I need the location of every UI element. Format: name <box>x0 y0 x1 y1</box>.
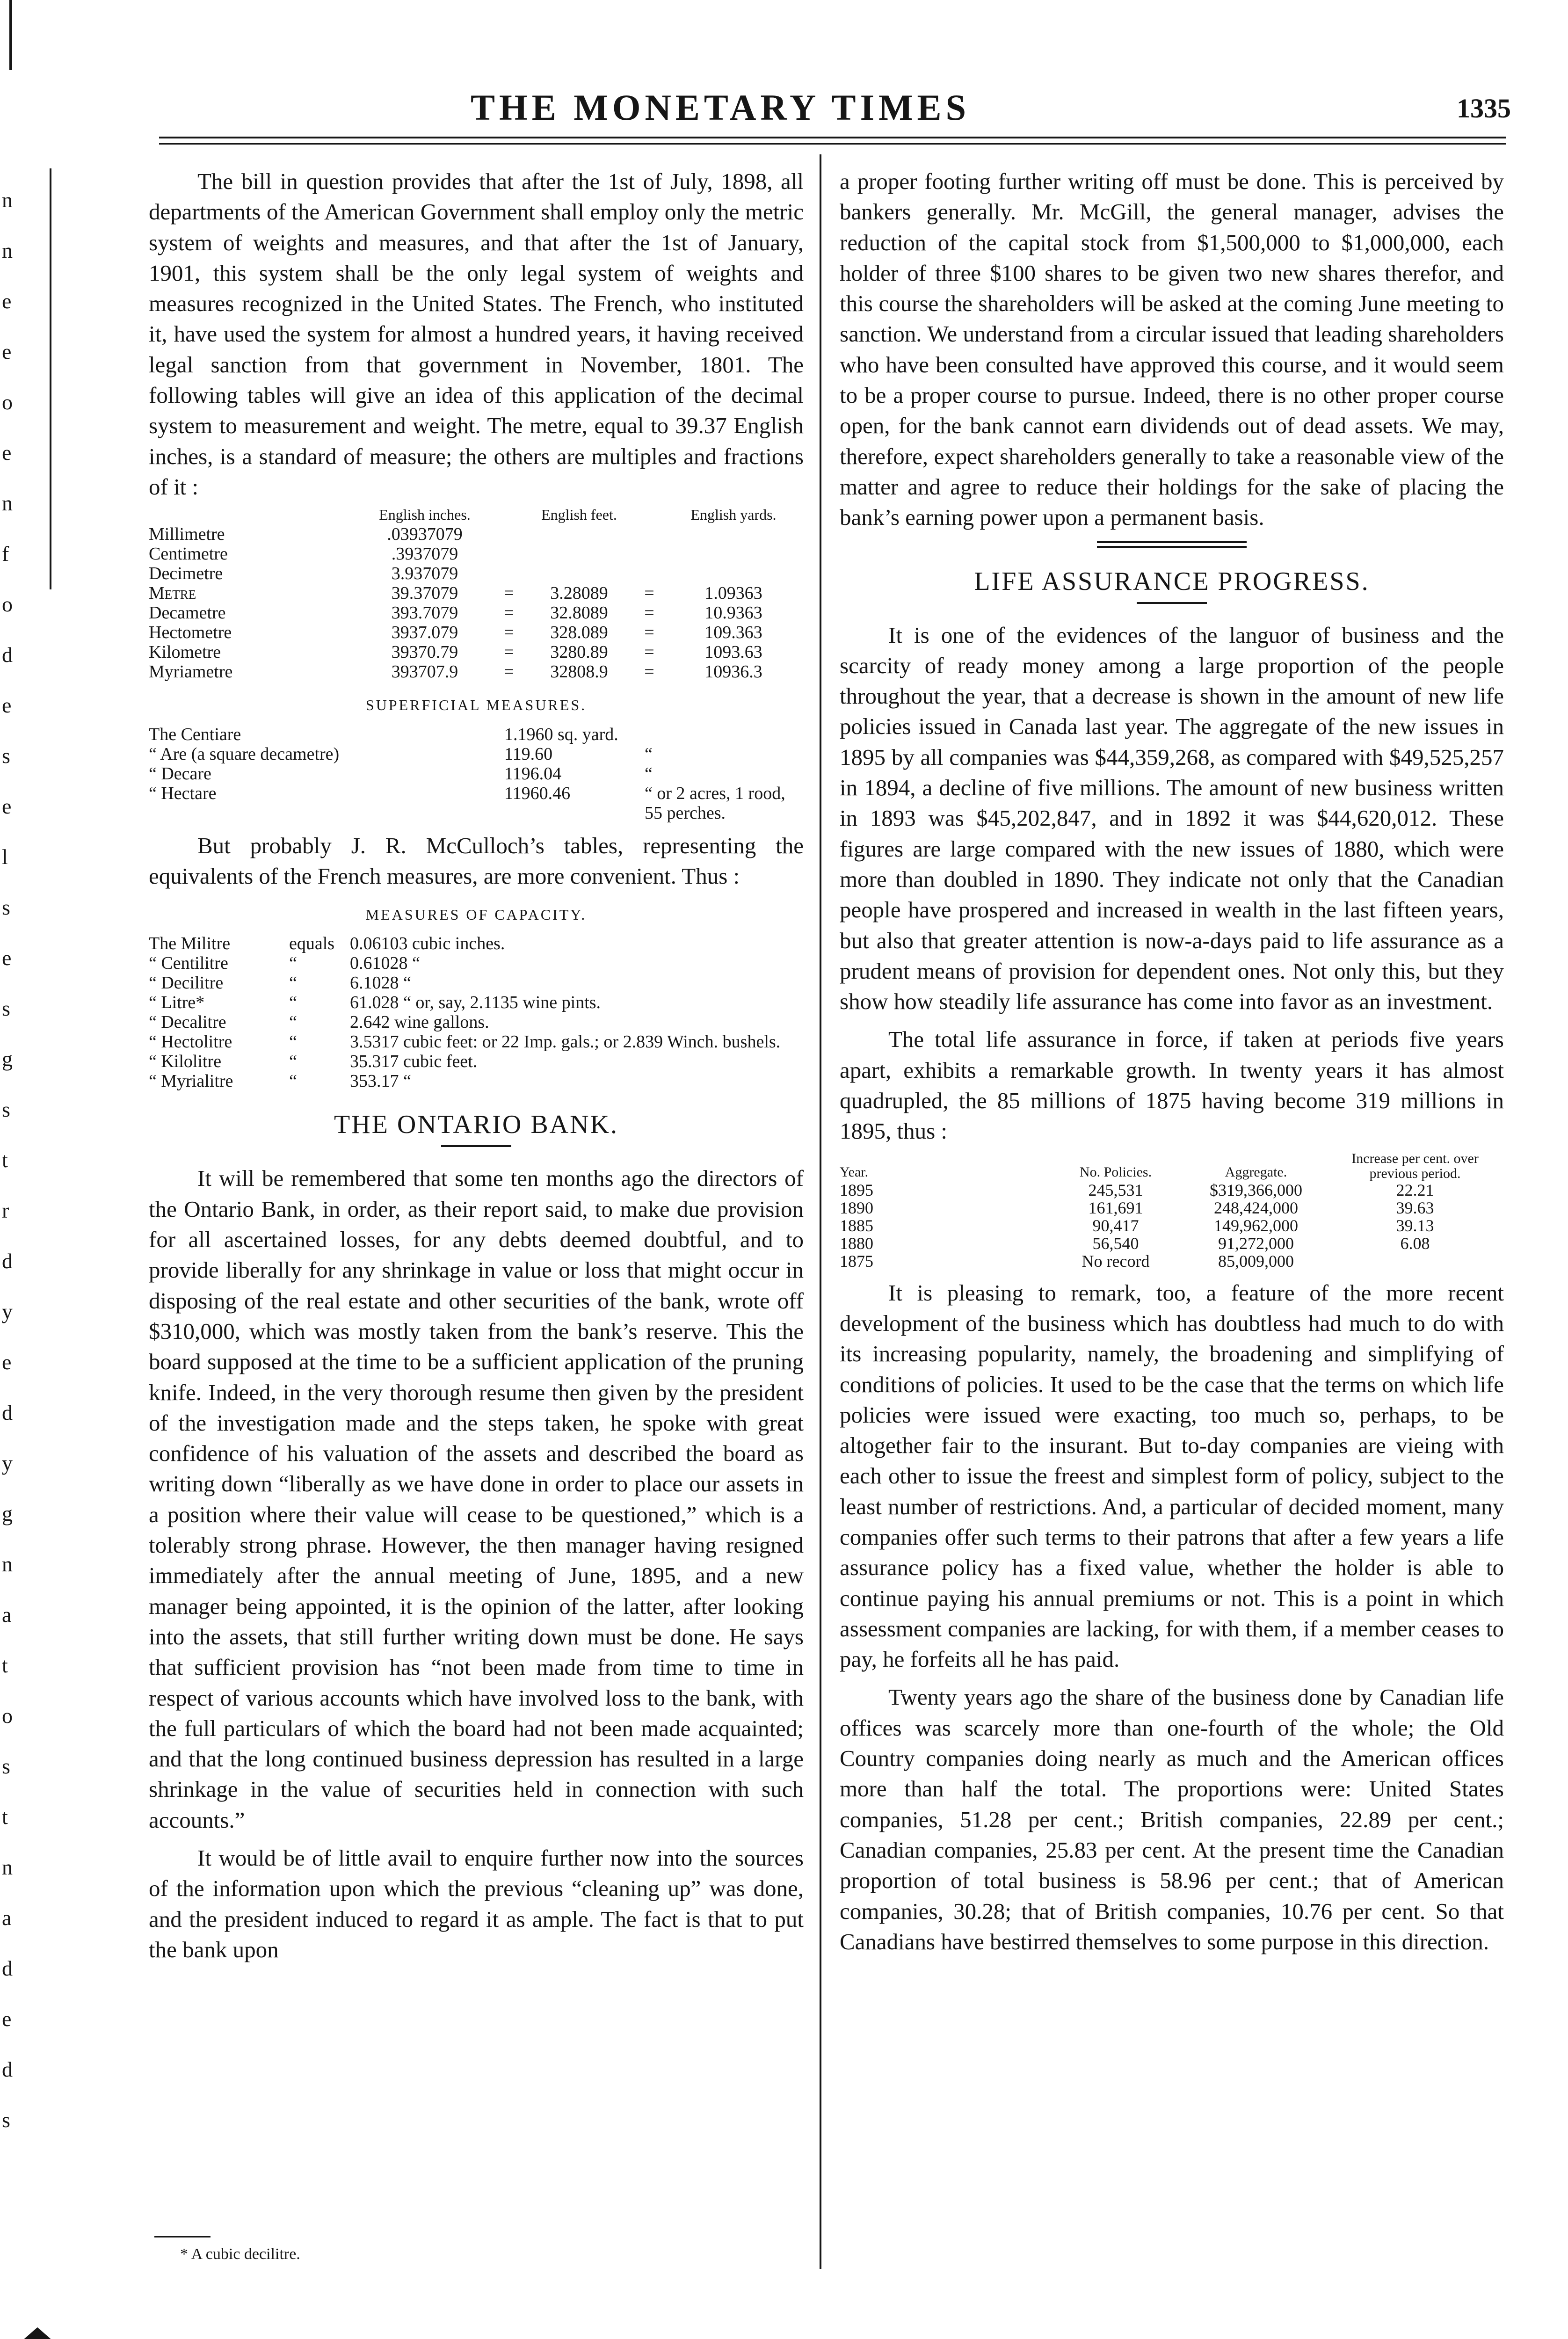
increase-cell: 39.13 <box>1396 1216 1434 1235</box>
ontario-continuation: a proper footing further writing off must be done. This is perceived by bankers generally. Mr. McGill, the general manager, advises the reduction of the capital stock from $1,500,000 to $1,000,000, each holder of three $100 shares to be given two new shares therefor, and this course the shareholders will be asked at the coming June meeting to sanction. We understand from a circular issued that leading shareholders who have been consulted have approved this course, and it would seem to be a proper course to pursue. Indeed, there is no other proper course open, for the bank cannot earn dividends out of dead assets. We may, therefore, expect shareholders generally to take a reasonable view of the matter and agree to reduce their holdings for the sake of placing the bank’s earning power upon a permanent basis. <box>840 168 1504 530</box>
table-row <box>149 973 804 993</box>
capacity-name: “ Hectolitre <box>149 1032 232 1052</box>
capacity-name: “ Litre* <box>149 993 205 1013</box>
margin-letter: g <box>2 1502 13 1525</box>
capacity-equals: “ <box>289 1052 297 1072</box>
life-paragraph-2: The total life assurance in force, if taken at periods five years apart, exhibits a remarkable growth. In twenty years it has almost quadrupled, the 85 millions of 1875 having become 319 millions in 1895, thus : <box>840 1026 1504 1144</box>
superficial-table <box>149 725 804 823</box>
margin-letter: n <box>2 239 13 262</box>
table-row <box>149 524 804 544</box>
feet-value: 3280.89 <box>550 642 608 662</box>
measure-name: “ Hectare <box>149 783 217 803</box>
margin-letter: y <box>2 1451 13 1475</box>
capacity-value: 61.028 “ or, say, 2.1135 wine pints. <box>350 993 601 1013</box>
margin-letter: d <box>2 1249 13 1273</box>
ontario-paragraph-1: It will be remembered that some ten months ago the directors of the Ontario Bank, in order, as their report said, to make due provision for all ascertained losses, for any debts deemed doubtful, and to provide liberally for any shrinkage in value or loss that might occur in disposing of the real estate and other securities of the bank, wrote off $310,000, which was mostly taken from the bank’s reserve. This the board supposed at the time to be a sufficient application of the pruning knife. Indeed, in the very thorough resume then given by the president of the investigation made and the steps taken, he spoke with great confidence of his valuation of the assets and described the board as writing down “liberally as we have done in order to place our assets in a position where their value will cease to be questioned,” which is a tolerably strong phrase. However, the then manager having resigned immediately after the annual meeting of June, 1895, and a new manager being appointed, it is the opinion of the latter, after looking into the assets, that still further writing down must be done. He says that sufficient provision has “not been made from time to time in respect of various accounts which have involved loss to the bank, with the full particulars of which the board had not been made acquainted; and that the long continued business depression has resulted in a large shrinkage in the value of securities held in connection with such accounts.” <box>149 1165 804 1833</box>
margin-letter: o <box>2 1704 13 1728</box>
unit-name: Centimetre <box>149 544 228 564</box>
table-row <box>840 1199 1504 1217</box>
capacity-equals: “ <box>289 953 297 973</box>
feet-value: 3.28089 <box>550 583 608 603</box>
equals-sign: = <box>644 583 654 603</box>
increase-cell: 39.63 <box>1396 1198 1434 1217</box>
inches-value: .3937079 <box>391 544 458 564</box>
capacity-name: “ Decalitre <box>149 1012 226 1032</box>
capacity-value: 0.06103 cubic inches. <box>350 934 505 954</box>
footnote-rule <box>154 2236 211 2237</box>
margin-letter: l <box>2 845 8 869</box>
margin-letter: n <box>2 1855 13 1879</box>
margin-letter: a <box>2 1906 12 1930</box>
unit-name: Myriametre <box>149 662 233 682</box>
measure-note: “ or 2 acres, 1 rood, 55 perches. <box>645 783 785 823</box>
inches-value: 39.37079 <box>391 583 458 603</box>
margin-letter: o <box>2 390 13 414</box>
table-row <box>149 662 804 682</box>
margin-letter: e <box>2 794 12 818</box>
margin-letter: s <box>2 1754 10 1778</box>
length-table <box>149 505 804 682</box>
margin-letter: e <box>2 946 12 970</box>
heading-rule <box>441 1145 511 1147</box>
table-row <box>149 1032 804 1052</box>
binding-line <box>50 168 51 589</box>
measure-name: The Centiare <box>149 724 241 744</box>
margin-letter: d <box>2 2057 13 2081</box>
life-paragraph-4: Twenty years ago the share of the business done by Canadian life offices was scarcely more than one-fourth of the whole; the Old Country companies doing nearly as much and the American offices more than half the total. The proportions were: United States companies, 51.28 per cent.; British companies, 22.89 per cent.; Canadian companies, 25.83 per cent. At the present time the Canadian proportion of total business is 58.96 per cent.; that of American companies, 30.28; that of British companies, 10.76 per cent. So that Canadians have bestirred themselves to some purpose in this direction. <box>840 1684 1504 1954</box>
yards-value: 1.09363 <box>704 583 762 603</box>
measure-name: “ Decare <box>149 763 211 784</box>
life-assurance-table <box>840 1151 1504 1270</box>
capacity-value: 2.642 wine gallons. <box>350 1012 489 1032</box>
measure-value: 11960.46 <box>504 783 571 803</box>
capacity-equals: “ <box>289 993 297 1013</box>
page-number: 1335 <box>1457 93 1511 123</box>
equals-sign: = <box>644 623 654 643</box>
section-double-rule <box>1097 541 1247 548</box>
equals-sign: = <box>504 623 514 643</box>
ontario-bank-heading: THE ONTARIO BANK. <box>334 1110 619 1140</box>
increase-cell: 6.08 <box>1400 1234 1430 1253</box>
margin-letter: f <box>2 542 9 566</box>
year-cell: 1885 <box>840 1216 873 1235</box>
life-paragraph-3: It is pleasing to remark, too, a feature of the more recent development of the business which has doubtless had much to do with its increasing popularity, namely, the broadening and simplifying of conditions of policies. It used to be the case that the terms on which life policies were issued were exacting, too much so, perhaps, to be altogether fair to the insurant. But to-day companies are vieing with each other to issue the freest and simplest form of policy, subject to the least number of restrictions. And, a particular of decided moment, many companies offer such terms to their patrons that after a few years a life assurance policy has a fixed value, whether the holder is able to continue paying his annual premiums or not. This is a point in which assessment companies are lacking, for with them, if a member ceases to pay, he forfeits all he has paid. <box>840 1279 1504 1672</box>
table-row <box>149 642 804 662</box>
equals-sign <box>495 564 523 583</box>
capacity-name: “ Centilitre <box>149 953 228 973</box>
yards-value <box>663 524 804 544</box>
metric-bill-paragraph: The bill in question provides that after the 1st of July, 1898, all departments of the American Government shall employ only the metric system of weights and measures, and that after the 1st of January, 1901, this system shall be the only legal system of weights and measures recognized in the United States. The French, who instituted it, have used the system for almost a hundred years, it having received legal sanction from that government in November, 1801. The following tables will give an idea of this application of the decimal system to measurement and weight. The metre, equal to 39.37 English inches, is a standard of measure; the others are multiples and fractions of it : <box>149 168 804 500</box>
unit-name: Decametre <box>149 603 226 623</box>
feet-value: 32808.9 <box>550 662 608 682</box>
table-row <box>149 1012 804 1032</box>
capacity-equals: equals <box>289 934 335 954</box>
header-rule-top <box>159 137 1506 138</box>
corner-smudge <box>0 2327 75 2339</box>
column-divider <box>820 154 821 2269</box>
aggregate-cell: $319,366,000 <box>1210 1180 1302 1199</box>
margin-letter: d <box>2 643 13 667</box>
inches-value: 39370.79 <box>391 642 458 662</box>
margin-letter: e <box>2 441 12 465</box>
feet-value <box>523 524 635 544</box>
capacity-value: 353.17 “ <box>350 1071 411 1091</box>
margin-letter: r <box>2 1199 9 1222</box>
yards-value: 109.363 <box>704 623 762 643</box>
margin-letter: a <box>2 1603 12 1627</box>
col-header-aggregate: Aggregate. <box>1225 1164 1287 1180</box>
margin-letter: e <box>2 2007 12 2031</box>
equals-sign <box>495 544 523 564</box>
col-header-inches: English inches. <box>379 506 471 523</box>
measure-value: 1196.04 <box>504 763 562 784</box>
capacity-equals: “ <box>289 1032 297 1052</box>
margin-letter: d <box>2 1956 13 1980</box>
policies-cell: 245,531 <box>1088 1180 1143 1199</box>
capacity-value: 35.317 cubic feet. <box>350 1052 478 1072</box>
yards-value <box>663 564 804 583</box>
margin-letter: n <box>2 1552 13 1576</box>
measure-value: 1.1960 sq. yard. <box>504 724 618 744</box>
life-paragraph-1: It is one of the evidences of the languor of business and the scarcity of ready money among a large proportion of the people throughout the year, that a decrease is shown in the amount of new life policies issued in Canada last year. The aggregate of the new issues in 1895 by all companies was $44,359,268, as compared with $49,525,257 in 1894, a decline of five millions. The amount of new business written in 1893 was $45,202,847, and in 1892 it was $44,620,012. These figures are large compared with the new issues of 1880, which were more than doubled in 1890. They indicate not only that the Canadian people have prospered and increased in wealth in the last fifteen years, but also that greater attention is now-a-days paid to life assurance as a prudent means of provision for dependent ones. Not only this, but they show how steadily life assurance has come into favor as an investment. <box>840 622 1504 1015</box>
margin-fragments <box>0 0 19 2339</box>
equals-sign: = <box>504 603 514 623</box>
table-row <box>149 764 804 784</box>
life-assurance-heading: LIFE ASSURANCE PROGRESS. <box>974 567 1370 596</box>
heading-rule <box>1137 602 1207 604</box>
unit-name: Decimetre <box>149 564 223 584</box>
unit-name: Metre <box>149 583 196 603</box>
margin-letter: s <box>2 895 10 919</box>
measure-name: “ Are (a square decametre) <box>149 744 340 764</box>
right-column <box>840 166 1504 1957</box>
feet-value: 328.089 <box>550 623 608 643</box>
margin-letter: s <box>2 744 10 768</box>
margin-letter: t <box>2 1653 8 1677</box>
capacity-value: 6.1028 “ <box>350 973 411 993</box>
margin-letter: s <box>2 2108 10 2132</box>
yards-value: 10936.3 <box>704 662 762 682</box>
mcculloch-paragraph: But probably J. R. McCulloch’s tables, representing the equivalents of the French measures, are more convenient. Thus : <box>149 832 804 889</box>
capacity-equals: “ <box>289 1012 297 1032</box>
inches-value: 3.937079 <box>391 564 458 584</box>
feet-value: 32.8089 <box>550 603 608 623</box>
policies-cell: No record <box>1082 1251 1150 1271</box>
equals-sign: = <box>644 642 654 662</box>
year-cell: 1875 <box>840 1251 873 1271</box>
capacity-equals: “ <box>289 1071 297 1091</box>
margin-letter: d <box>2 1401 13 1424</box>
col-header-feet: English feet. <box>541 506 617 523</box>
inches-value: 3937.079 <box>391 623 458 643</box>
margin-letter: t <box>2 1148 8 1172</box>
table-row <box>149 993 804 1012</box>
superficial-title: SUPERFICIAL MEASURES. <box>365 697 587 714</box>
measure-note: “ <box>645 763 653 784</box>
margin-letter: e <box>2 693 12 717</box>
equals-sign: = <box>504 583 514 603</box>
yards-value: 10.9363 <box>704 603 762 623</box>
inches-value: 393707.9 <box>391 662 458 682</box>
capacity-title: MEASURES OF CAPACITY. <box>365 906 587 923</box>
capacity-value: 3.5317 cubic feet: or 22 Imp. gals.; or 2.839 Winch. bushels. <box>350 1032 781 1052</box>
table-row <box>149 564 804 583</box>
margin-letter: e <box>2 1350 12 1374</box>
year-cell: 1895 <box>840 1180 873 1199</box>
feet-value <box>523 564 635 583</box>
policies-cell: 161,691 <box>1088 1198 1143 1217</box>
aggregate-cell: 248,424,000 <box>1214 1198 1298 1217</box>
aggregate-cell: 91,272,000 <box>1218 1234 1294 1253</box>
policies-cell: 56,540 <box>1092 1234 1139 1253</box>
table-row <box>840 1181 1504 1199</box>
capacity-name: The Militre <box>149 934 231 954</box>
col-header-policies: No. Policies. <box>1079 1164 1152 1180</box>
margin-letter: e <box>2 289 12 313</box>
increase-cell: 22.21 <box>1396 1180 1434 1199</box>
equals-sign <box>635 524 663 544</box>
measure-value: 119.60 <box>504 744 553 764</box>
table-row <box>149 784 804 823</box>
left-column <box>149 166 804 1965</box>
margin-letter: e <box>2 340 12 363</box>
yards-value <box>663 544 804 564</box>
capacity-value: 0.61028 “ <box>350 953 420 973</box>
col-header-increase: Increase per cent. over previous period. <box>1351 1150 1479 1181</box>
table-row <box>149 623 804 642</box>
table-row <box>149 603 804 623</box>
equals-sign: = <box>504 642 514 662</box>
policies-cell: 90,417 <box>1092 1216 1139 1235</box>
capacity-equals: “ <box>289 973 297 993</box>
table-row <box>149 583 804 603</box>
capacity-table <box>149 934 804 1091</box>
table-row <box>149 934 804 953</box>
margin-letter: y <box>2 1300 13 1323</box>
page-title: THE MONETARY TIMES <box>471 87 970 128</box>
table-row <box>840 1217 1504 1235</box>
capacity-name: “ Decilitre <box>149 973 224 993</box>
measure-note: “ <box>645 744 653 764</box>
unit-name: Millimetre <box>149 524 225 545</box>
feet-value <box>523 544 635 564</box>
equals-sign: = <box>644 603 654 623</box>
capacity-name: “ Myrialitre <box>149 1071 233 1091</box>
table-row <box>149 544 804 564</box>
table-row <box>840 1252 1504 1270</box>
yards-value: 1093.63 <box>704 642 762 662</box>
margin-letter: n <box>2 491 13 515</box>
table-row <box>840 1235 1504 1252</box>
year-cell: 1880 <box>840 1234 873 1253</box>
equals-sign <box>635 544 663 564</box>
margin-letter: t <box>2 1805 8 1829</box>
col-header-yards: English yards. <box>690 506 777 523</box>
equals-sign: = <box>504 662 514 682</box>
margin-letter: g <box>2 1047 13 1071</box>
aggregate-cell: 85,009,000 <box>1218 1251 1294 1271</box>
margin-letter: s <box>2 1097 10 1121</box>
col-header-year: Year. <box>840 1164 869 1180</box>
footnote: * A cubic decilitre. <box>180 2245 300 2263</box>
year-cell: 1890 <box>840 1198 873 1217</box>
margin-letter: n <box>2 188 13 212</box>
table-row <box>149 1071 804 1091</box>
increase-cell <box>1326 1252 1504 1270</box>
table-row <box>149 1052 804 1071</box>
equals-sign <box>635 564 663 583</box>
table-row <box>149 953 804 973</box>
table-row <box>149 725 804 744</box>
ontario-paragraph-2: It would be of little avail to enquire further now into the sources of the information upon which the previous “cleaning up” was done, and the president induced to regard it as ample. The fact is that to put the bank upon <box>149 1845 804 1962</box>
header-rule-bottom <box>159 143 1506 145</box>
margin-letter: s <box>2 996 10 1020</box>
unit-name: Kilometre <box>149 642 221 662</box>
aggregate-cell: 149,962,000 <box>1214 1216 1298 1235</box>
unit-name: Hectometre <box>149 623 232 643</box>
equals-sign: = <box>644 662 654 682</box>
measure-note <box>645 725 804 744</box>
capacity-name: “ Kilolitre <box>149 1052 222 1072</box>
inches-value: .03937079 <box>387 524 463 545</box>
inches-value: 393.7079 <box>391 603 458 623</box>
margin-letter: o <box>2 592 13 616</box>
equals-sign <box>495 524 523 544</box>
table-row <box>149 744 804 764</box>
